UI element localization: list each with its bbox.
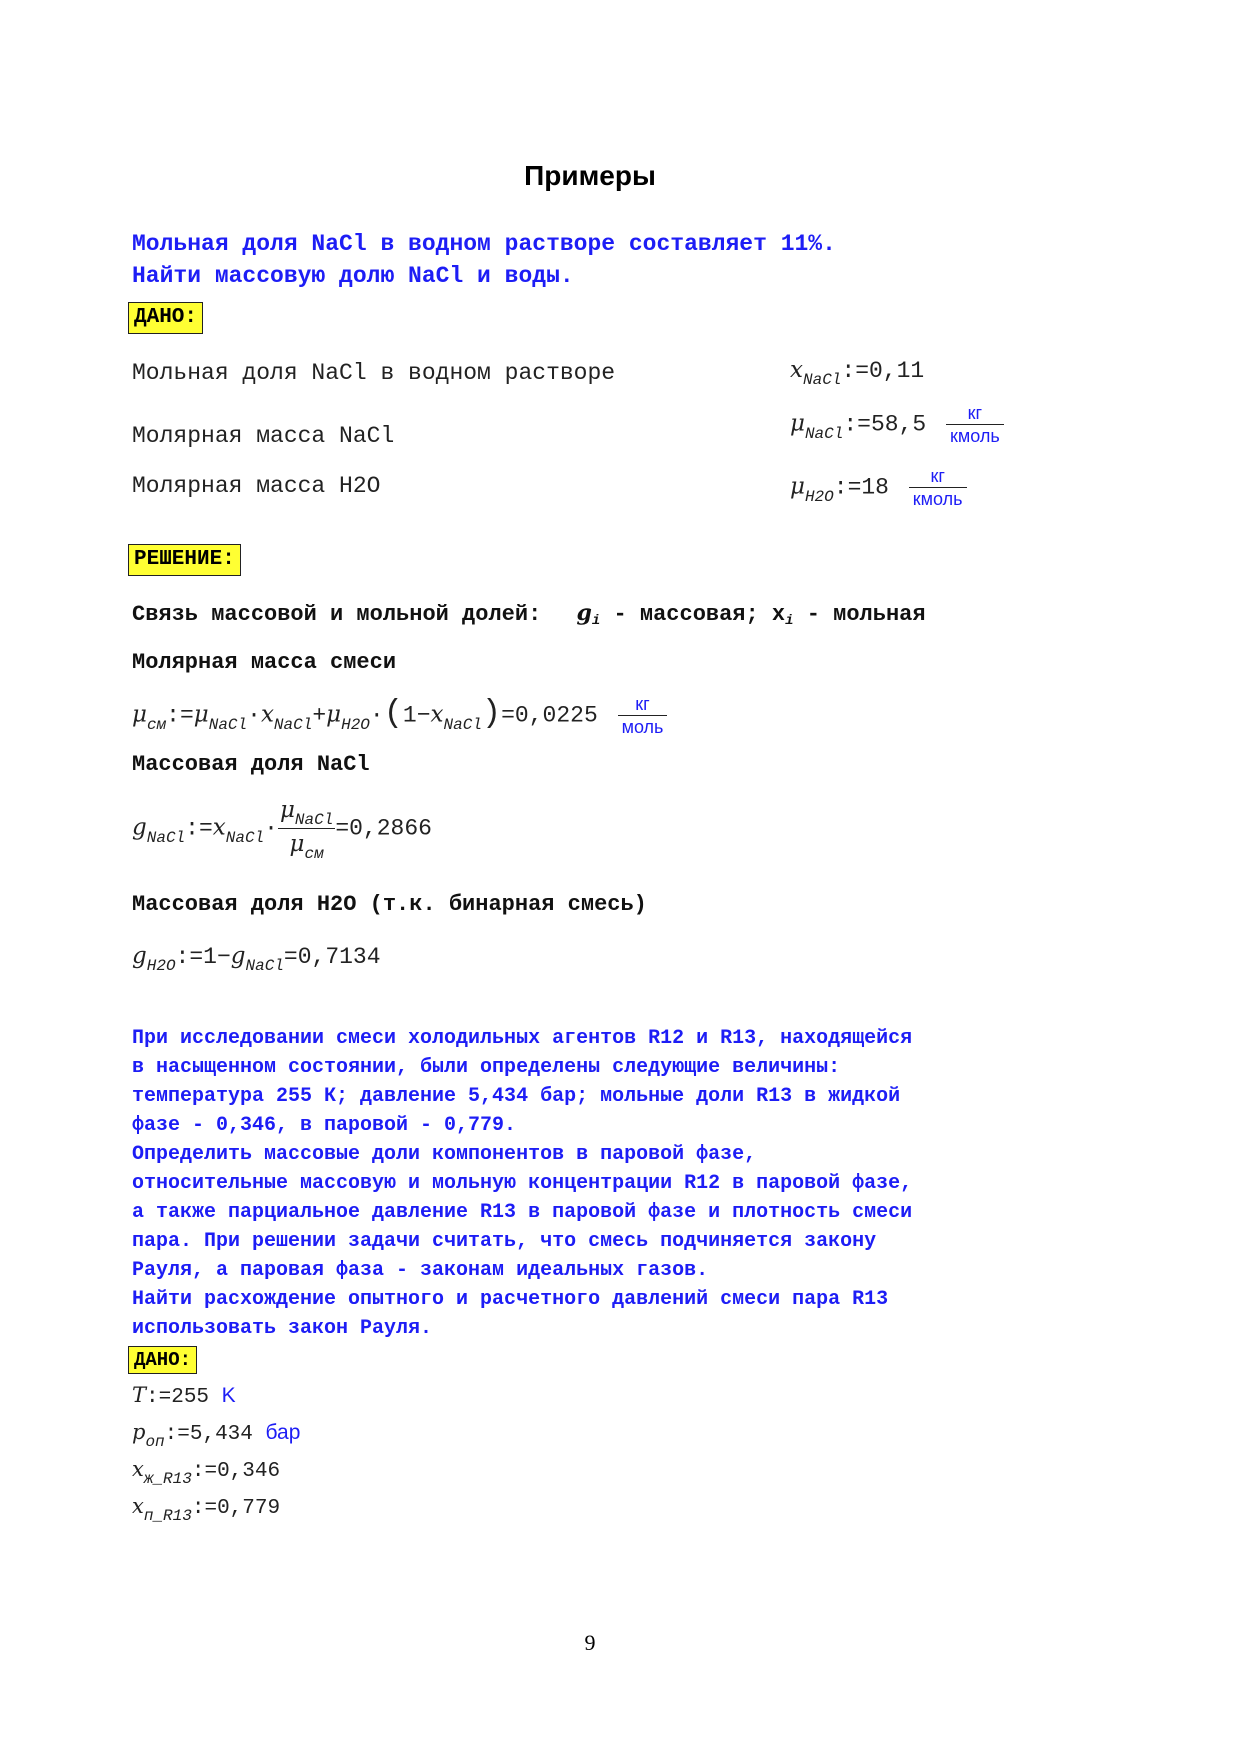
symbol: x: [132, 1457, 144, 1481]
unit-fraction: [909, 465, 967, 510]
unit-den: кмоль: [950, 426, 1000, 446]
x-nacl: x: [212, 814, 226, 841]
g-nacl: g: [230, 943, 246, 969]
unit-num: кг: [618, 693, 668, 716]
sub: NaCl: [245, 957, 284, 975]
symbol-sub: H2O: [804, 487, 834, 506]
unit-fraction: [618, 693, 668, 738]
mu-mix: μ: [289, 831, 305, 857]
heading-mix: Молярная масса смеси: [132, 650, 397, 675]
sub: NaCl: [208, 715, 248, 734]
symbol: x: [132, 1494, 144, 1518]
ex2-statement-line: использовать закон Рауля.: [132, 1317, 433, 1340]
g-nacl: g: [132, 814, 147, 841]
ex1-statement-line: Мольная доля NaCl в водном растворе составляет 11%.: [132, 231, 836, 257]
ex2-statement-line: Определить массовые доли компонентов в паровой фазе,: [132, 1143, 757, 1166]
mu-nacl: μ: [279, 797, 295, 823]
mu-mix: μ: [132, 701, 147, 728]
mix-formula: $\mu_{см}:=\mu_{NaCl}\cdot x_{NaCl}+\mu_{H2O}\cdot(1-x_{NaCl})=0,0225$ $\frac{кг}{\text{моль}}$: [132, 693, 667, 738]
ex1-statement: [132, 228, 836, 292]
sub: см: [146, 715, 167, 734]
relation-gi: i: [591, 613, 601, 629]
page-number: 9: [584, 1630, 596, 1655]
given-row: [132, 1415, 300, 1452]
unit-den: моль: [621, 717, 664, 737]
x-nacl: x: [260, 701, 274, 728]
relation-g: g: [576, 600, 592, 626]
symbol: μ: [790, 473, 805, 500]
fraction: [278, 795, 335, 862]
relation-x: x: [771, 602, 786, 627]
sub: см: [304, 845, 324, 863]
ex2-statement-line: При исследовании смеси холодильных агентов R12 и R13, находящейся: [132, 1027, 913, 1050]
sub: NaCl: [294, 811, 334, 829]
unit-num: кг: [909, 465, 967, 488]
value: :=255: [146, 1386, 210, 1409]
mu-h2o: μ: [326, 701, 342, 728]
given-row: [132, 1378, 300, 1415]
relation-xi: i: [785, 613, 794, 629]
symbol-sub: NaCl: [802, 371, 842, 389]
ex1-statement-line: Найти массовую долю NaCl и воды.: [132, 263, 574, 289]
sub: NaCl: [273, 715, 313, 734]
g-h2o: g: [132, 943, 147, 969]
relation-line: [132, 600, 926, 627]
sub: NaCl: [146, 828, 186, 847]
relation-end: - мольная: [793, 602, 926, 627]
ex2-statement-line: Найти расхождение опытного и расчетного давлений смеси пара R13: [132, 1288, 889, 1311]
ex2-given: [132, 1378, 300, 1526]
ex2-statement-line: относительные массовую и мольную концентрации R12 в паровой фазе,: [132, 1172, 913, 1195]
value: :=0,346: [191, 1460, 281, 1483]
heading-gnacl: Массовая доля NaCl: [132, 752, 370, 777]
ex2-given-tag: ДАНО:: [128, 1346, 197, 1374]
sub: H2O: [341, 715, 370, 734]
ex1-given-value-3: [790, 465, 967, 510]
ex1-solution-tag: РЕШЕНИЕ:: [128, 544, 241, 576]
gh2o-formula: [132, 943, 381, 975]
symbol: T: [132, 1383, 147, 1407]
symbol: μ: [790, 410, 805, 437]
operator: :=1−: [175, 944, 231, 970]
sub: NaCl: [443, 715, 482, 734]
ex1-given-label-2: Молярная масса NaCl: [132, 423, 395, 449]
unit-den: кмоль: [912, 489, 963, 509]
sub: H2O: [146, 957, 176, 975]
given-row: [132, 1489, 300, 1526]
sub: п_R13: [143, 1507, 192, 1525]
ex1-given-label-1: Мольная доля NaCl в водном растворе: [132, 360, 616, 386]
ex2-statement: [132, 1024, 912, 1343]
heading-gh2o: Массовая доля H2O (т.к. бинарная смесь): [132, 892, 647, 917]
unit: бар: [265, 1421, 301, 1444]
value: :=5,434: [164, 1423, 253, 1446]
symbol-sub: NaCl: [804, 424, 844, 443]
ex1-given-label-3: Молярная масса H2O: [132, 473, 381, 499]
x-nacl: x: [430, 701, 444, 728]
unit-fraction: [946, 402, 1004, 447]
page-title: Примеры: [524, 160, 656, 191]
mu-nacl: μ: [193, 701, 209, 728]
value: :=18: [833, 474, 889, 501]
ex2-statement-line: температура 255 К; давление 5,434 бар; мольные доли R13 в жидкой: [132, 1085, 901, 1108]
relation-text: Связь массовой и мольной долей:: [132, 602, 542, 627]
result: =0,7134: [283, 944, 381, 970]
value: :=0,11: [841, 358, 925, 384]
ex2-statement-line: в насыщенном состоянии, были определены следующие величины:: [132, 1056, 841, 1079]
ex2-statement-line: а также парциальное давление R13 в паровой фазе и плотность смеси: [132, 1201, 913, 1224]
ex1-given-tag: ДАНО:: [128, 302, 203, 334]
symbol: p: [132, 1420, 146, 1444]
ex2-statement-line: фазе - 0,346, в паровой - 0,779.: [132, 1114, 517, 1137]
given-row: [132, 1452, 300, 1489]
unit-num: кг: [946, 402, 1004, 425]
sub: ж_R13: [143, 1470, 192, 1488]
result: =0,2866: [335, 815, 432, 842]
result: =0,0225: [501, 702, 598, 729]
symbol: x: [790, 357, 803, 383]
value: :=58,5: [843, 411, 927, 438]
ex2-statement-line: пара. При решении задачи считать, что смесь подчиняется закону: [132, 1230, 877, 1253]
value: :=0,779: [191, 1497, 281, 1520]
ex2-statement-line: Рауля, а паровая фаза - законам идеальных газов.: [132, 1259, 709, 1282]
relation-mid: - массовая;: [600, 602, 772, 627]
ex1-given-value-1: [790, 357, 925, 389]
unit: K: [221, 1384, 236, 1407]
gnacl-formula: $g_{NaCl}:=x_{NaCl}\cdot$ $\frac{\mu_{NaCl}}{\mu_{см}}$ =0,2866: [132, 797, 432, 863]
sub: NaCl: [225, 828, 265, 847]
ex1-given-value-2: [790, 402, 1004, 447]
sub: оп: [145, 1433, 165, 1451]
